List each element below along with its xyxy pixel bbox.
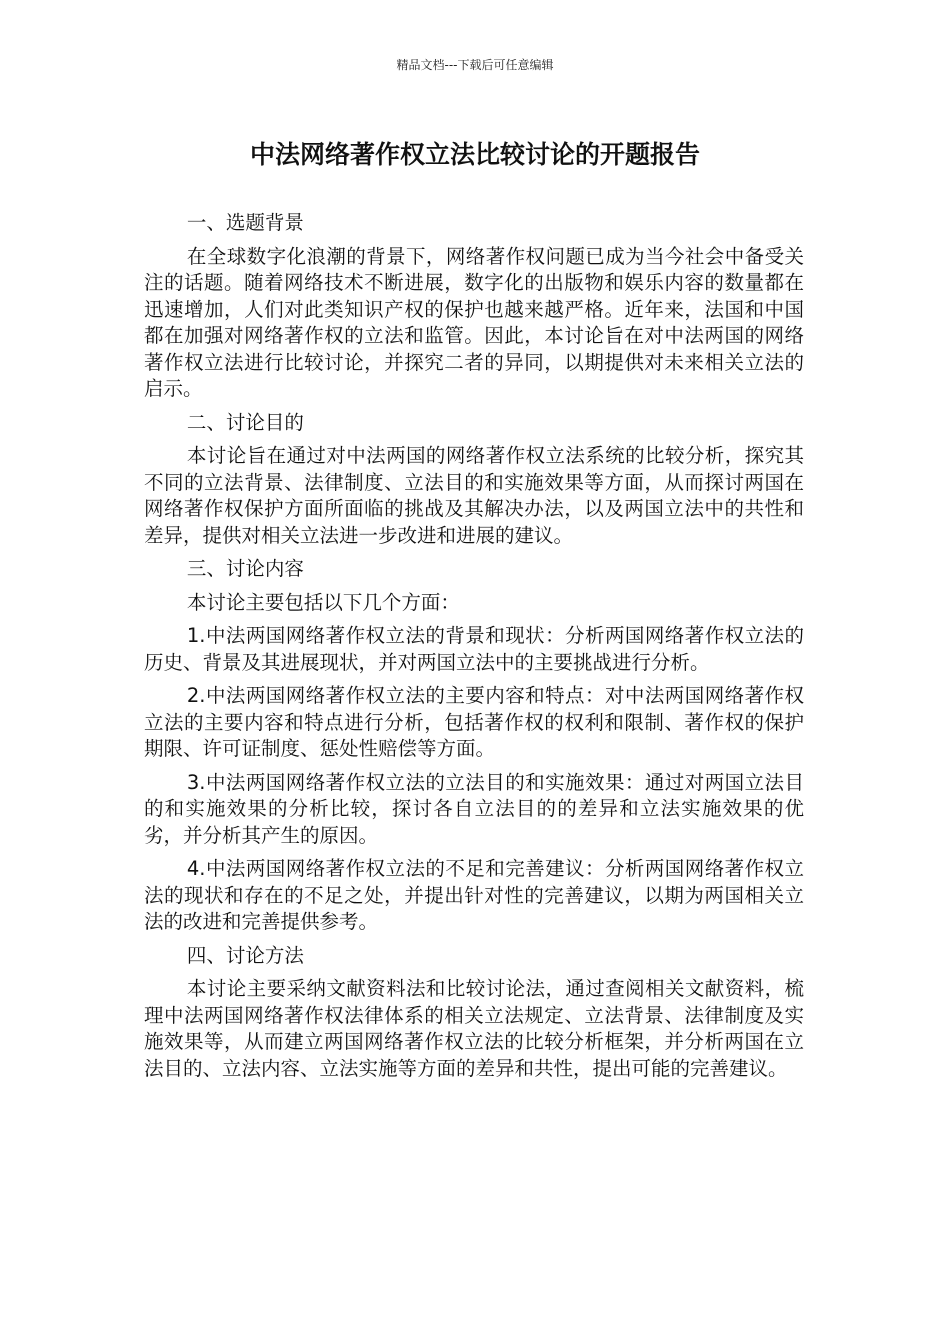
paragraph-purpose: 本讨论旨在通过对中法两国的网络著作权立法系统的比较分析，探究其不同的立法背景、法律制度、立法目的和实施效果等方面，从而探讨两国在网络著作权保护方面所面临的挑战及其解决办法，以及两国立法中的共性和差异，提供对相关立法进一步改进和进展的建议。 [144,444,804,547]
section-heading-method: 四、讨论方法 [186,943,304,967]
section-heading-background: 一、选题背景 [186,211,304,234]
paragraph-background: 在全球数字化浪潮的背景下，网络著作权问题已成为当今社会中备受关注的话题。随着网络技术不断进展，数字化的出版物和娱乐内容的数量都在迅速增加，人们对此类知识产权的保护也越来越严格。近年来，法国和中国都在加强对网络著作权的立法和监管。因此，本讨论旨在对中法两国的网络著作权立法进行比较讨论，并探究二者的异同，以期提供对未来相关立法的启示。 [144,244,804,400]
paragraph-method: 本讨论主要采纳文献资料法和比较讨论法，通过查阅相关文献资料，梳理中法两国网络著作权法律体系的相关立法规定、立法背景、法律制度及实施效果等，从而建立两国网络著作权立法的比较分析框架，并分析两国在立法目的、立法内容、立法实施等方面的差异和共性，提出可能的完善建议。 [144,977,804,1080]
paragraph-content-intro: 本讨论主要包括以下几个方面： [186,590,460,614]
document-title: 中法网络著作权立法比较讨论的开题报告 [249,140,700,169]
document-body [144,210,804,1089]
list-item-content-1: 1.中法两国网络著作权立法的背景和现状：分析两国网络著作权立法的历史、背景及其进展现状，并对两国立法中的主要挑战进行分析。 [144,624,804,674]
section-heading-content: 三、讨论内容 [186,557,304,580]
list-item-content-4: 4.中法两国网络著作权立法的不足和完善建议：分析两国网络著作权立法的现状和存在的不足之处，并提出针对性的完善建议，以期为两国相关立法的改进和完善提供参考。 [144,857,804,933]
section-heading-purpose: 二、讨论目的 [186,410,304,434]
list-item-content-2: 2.中法两国网络著作权立法的主要内容和特点：对中法两国网络著作权立法的主要内容和特点进行分析，包括著作权的权利和限制、著作权的保护期限、许可证制度、惩处性赔偿等方面。 [144,684,804,760]
list-item-content-3: 3.中法两国网络著作权立法的立法目的和实施效果：通过对两国立法目的和实施效果的分析比较，探讨各自立法目的的差异和立法实施效果的优劣，并分析其产生的原因。 [144,770,804,847]
page-header-watermark: 精品文档---下载后可任意编辑 [396,58,554,72]
